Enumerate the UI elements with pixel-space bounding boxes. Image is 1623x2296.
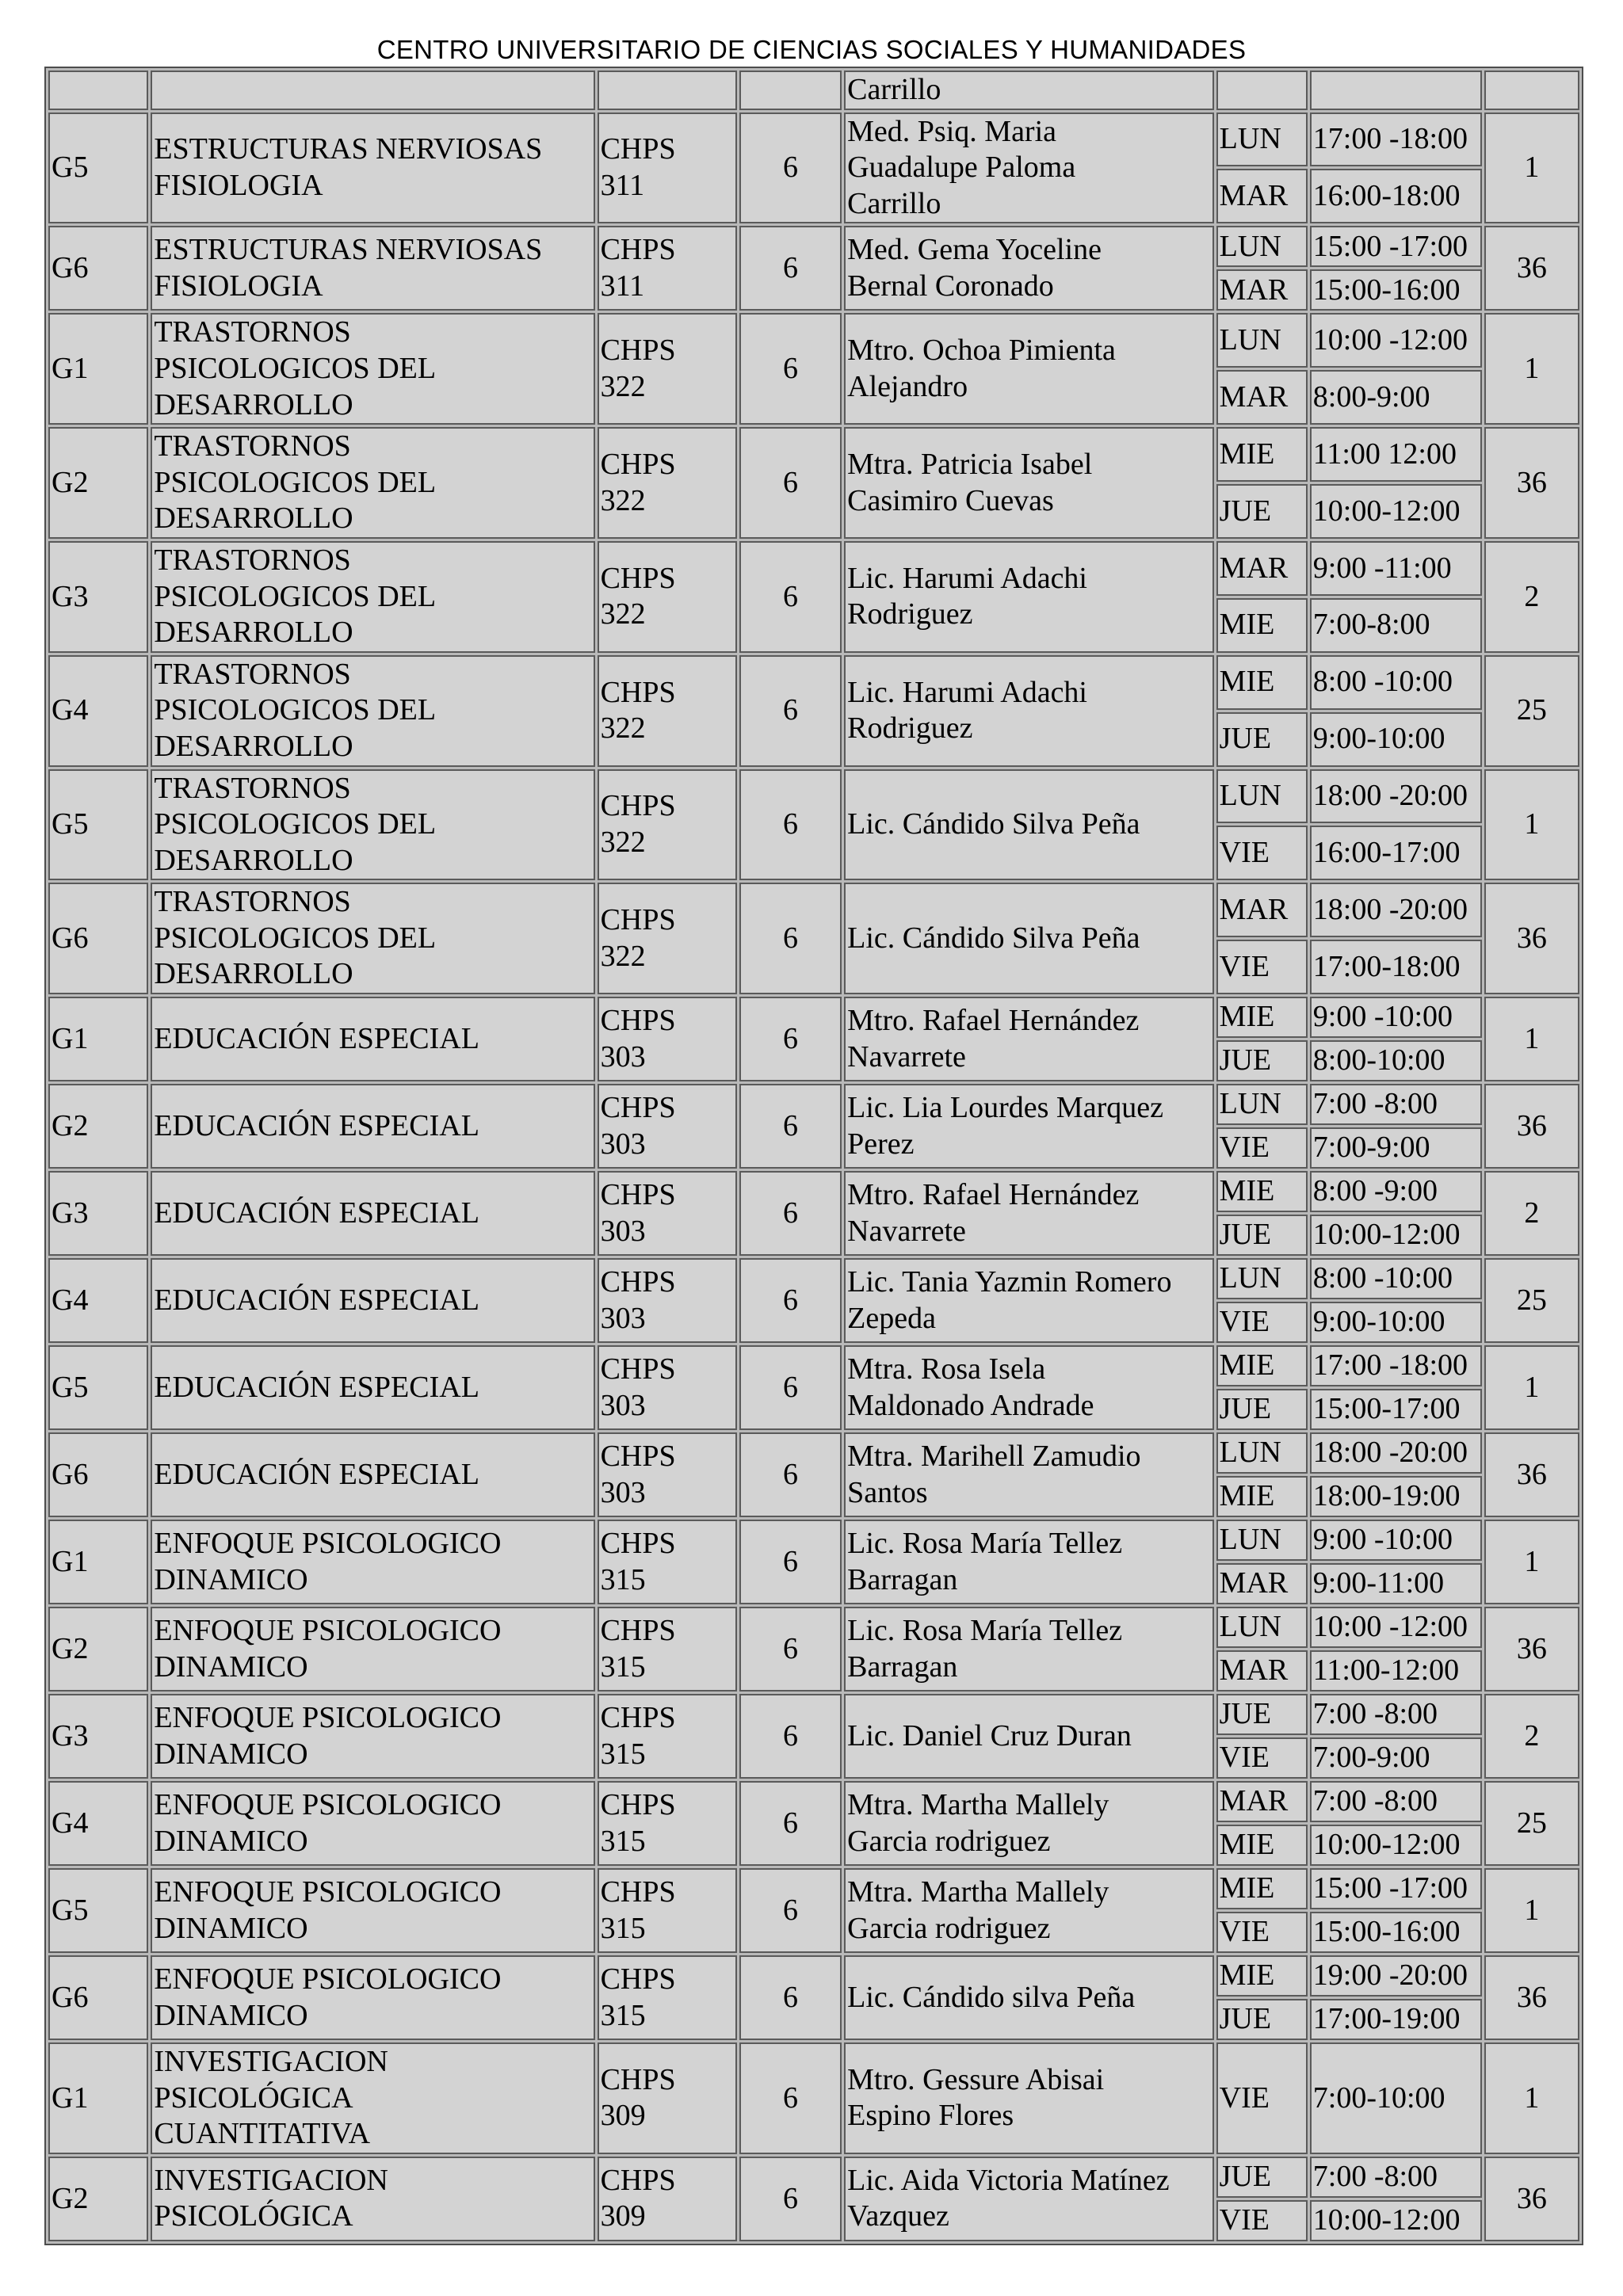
time-cell: 9:00-11:00 [1310,1563,1482,1604]
campus-cell: 36 [1484,1432,1579,1517]
time-cell: 8:00-9:00 [1310,370,1482,425]
schedule-row [48,1171,1579,1212]
credits-cell: 6 [739,997,842,1081]
day-cell: LUN [1216,113,1308,167]
campus-cell: 2 [1484,1694,1579,1779]
time-cell: 7:00 -8:00 [1310,1694,1482,1735]
time-cell: 9:00 -11:00 [1310,541,1482,596]
day-cell: LUN [1216,769,1308,824]
schedule-row [48,113,1579,167]
day-cell: MIE [1216,655,1308,710]
day-cell: MIE [1216,997,1308,1038]
professor-cell: Lic. Tania Yazmin Romero Zepeda [844,1258,1214,1343]
credits-cell: 6 [739,1084,842,1169]
professor-cell: Lic. Daniel Cruz Duran [844,1694,1214,1779]
time-cell: 17:00 -18:00 [1310,113,1482,167]
code-cell: CHPS 315 [598,1955,737,2040]
schedule-row [48,1781,1579,1822]
time-cell: 11:00 12:00 [1310,427,1482,482]
group-cell: G5 [48,1345,148,1430]
professor-cell: Mtro. Gessure Abisai Espino Flores [844,2042,1214,2154]
professor-cell: Mtra. Martha Mallely Garcia rodriguez [844,1781,1214,1866]
group-cell: G2 [48,1084,148,1169]
time-cell: 18:00 -20:00 [1310,769,1482,824]
code-cell: CHPS 303 [598,1432,737,1517]
subject-cell: INVESTIGACION PSICOLÓGICA [151,2157,594,2241]
schedule-row [48,769,1579,824]
time-cell: 15:00 -17:00 [1310,226,1482,267]
subject-cell: EDUCACIÓN ESPECIAL [151,1432,594,1517]
schedule-body [48,71,1579,2241]
schedule-row [48,1955,1579,1997]
campus-cell: 36 [1484,2157,1579,2241]
code-cell: CHPS 315 [598,1607,737,1691]
code-cell: CHPS 303 [598,1084,737,1169]
day-cell: MIE [1216,427,1308,482]
time-cell: 16:00-17:00 [1310,826,1482,880]
subject-cell: EDUCACIÓN ESPECIAL [151,1258,594,1343]
group-cell: G6 [48,226,148,311]
group-cell: G1 [48,313,148,425]
credits-cell [739,71,842,110]
professor-cell: Lic. Cándido Silva Peña [844,883,1214,994]
credits-cell: 6 [739,2157,842,2241]
day-cell: JUE [1216,712,1308,767]
subject-cell: ESTRUCTURAS NERVIOSAS FISIOLOGIA [151,226,594,311]
day-cell: MAR [1216,1563,1308,1604]
group-cell: G4 [48,1258,148,1343]
time-cell [1310,71,1482,110]
credits-cell: 6 [739,1520,842,1604]
code-cell: CHPS 311 [598,113,737,224]
day-cell [1216,71,1308,110]
schedule-row [48,1084,1579,1125]
credits-cell: 6 [739,1171,842,1256]
subject-cell: EDUCACIÓN ESPECIAL [151,1084,594,1169]
campus-cell: 2 [1484,541,1579,653]
schedule-row [48,655,1579,710]
day-cell: MAR [1216,883,1308,937]
time-cell: 7:00 -8:00 [1310,2157,1482,2198]
credits-cell: 6 [739,1258,842,1343]
time-cell: 9:00-10:00 [1310,1302,1482,1343]
campus-cell: 1 [1484,1868,1579,1953]
group-cell: G1 [48,997,148,1081]
group-cell: G6 [48,1955,148,2040]
time-cell: 9:00 -10:00 [1310,997,1482,1038]
time-cell: 10:00-12:00 [1310,1825,1482,1866]
code-cell: CHPS 309 [598,2157,737,2241]
group-cell: G2 [48,1607,148,1691]
time-cell: 17:00-19:00 [1310,1999,1482,2040]
credits-cell: 6 [739,313,842,425]
schedule-row [48,1520,1579,1561]
code-cell: CHPS 322 [598,427,737,539]
day-cell: MIE [1216,1868,1308,1909]
day-cell: VIE [1216,1912,1308,1953]
group-cell: G6 [48,883,148,994]
group-cell: G2 [48,427,148,539]
day-cell: VIE [1216,826,1308,880]
group-cell: G5 [48,769,148,881]
professor-cell: Mtra. Marihell Zamudio Santos [844,1432,1214,1517]
subject-cell [151,71,594,110]
page-header: CENTRO UNIVERSITARIO DE CIENCIAS SOCIALES Y HUMANIDADES [376,35,1247,64]
code-cell: CHPS 322 [598,541,737,653]
credits-cell: 6 [739,1607,842,1691]
day-cell: JUE [1216,2157,1308,2198]
time-cell: 7:00 -8:00 [1310,1084,1482,1125]
group-cell: G1 [48,2042,148,2154]
group-cell: G5 [48,1868,148,1953]
code-cell: CHPS 303 [598,1258,737,1343]
day-cell: MIE [1216,1476,1308,1517]
time-cell: 7:00-9:00 [1310,1737,1482,1779]
schedule-row [48,1258,1579,1299]
time-cell: 10:00 -12:00 [1310,1607,1482,1648]
schedule-row [48,1607,1579,1648]
schedule-row [48,1345,1579,1386]
time-cell: 10:00-12:00 [1310,2200,1482,2241]
schedule-row [48,427,1579,482]
subject-cell: EDUCACIÓN ESPECIAL [151,1171,594,1256]
subject-cell: EDUCACIÓN ESPECIAL [151,997,594,1081]
group-cell: G4 [48,655,148,767]
time-cell: 7:00-10:00 [1310,2042,1482,2154]
code-cell: CHPS 303 [598,997,737,1081]
day-cell: VIE [1216,940,1308,994]
day-cell: MIE [1216,1955,1308,1997]
campus-cell: 25 [1484,1258,1579,1343]
professor-cell: Mtra. Martha Mallely Garcia rodriguez [844,1868,1214,1953]
professor-cell: Mtro. Rafael Hernández Navarrete [844,997,1214,1081]
subject-cell: ENFOQUE PSICOLOGICO DINAMICO [151,1955,594,2040]
credits-cell: 6 [739,427,842,539]
campus-cell: 2 [1484,1171,1579,1256]
professor-cell: Lic. Rosa María Tellez Barragan [844,1607,1214,1691]
day-cell: MIE [1216,1345,1308,1386]
credits-cell: 6 [739,113,842,224]
credits-cell: 6 [739,1868,842,1953]
campus-cell: 1 [1484,113,1579,224]
group-cell: G3 [48,1694,148,1779]
schedule-row [48,1432,1579,1474]
subject-cell: TRASTORNOS PSICOLOGICOS DEL DESARROLLO [151,769,594,881]
professor-cell: Med. Psiq. Maria Guadalupe Paloma Carrillo [844,113,1214,224]
day-cell: VIE [1216,1127,1308,1169]
schedule-row [48,226,1579,267]
credits-cell: 6 [739,769,842,881]
time-cell: 9:00 -10:00 [1310,1520,1482,1561]
code-cell: CHPS 315 [598,1520,737,1604]
time-cell: 10:00-12:00 [1310,1215,1482,1256]
schedule-row [48,313,1579,368]
campus-cell: 36 [1484,226,1579,311]
day-cell: JUE [1216,1999,1308,2040]
day-cell: MAR [1216,1781,1308,1822]
time-cell: 16:00-18:00 [1310,169,1482,223]
code-cell: CHPS 315 [598,1694,737,1779]
subject-cell: ENFOQUE PSICOLOGICO DINAMICO [151,1520,594,1604]
credits-cell: 6 [739,1781,842,1866]
time-cell: 8:00 -10:00 [1310,655,1482,710]
day-cell: VIE [1216,1302,1308,1343]
credits-cell: 6 [739,1432,842,1517]
professor-cell: Mtra. Patricia Isabel Casimiro Cuevas [844,427,1214,539]
professor-cell: Lic. Rosa María Tellez Barragan [844,1520,1214,1604]
campus-cell: 1 [1484,769,1579,881]
schedule-row [48,883,1579,937]
code-cell: CHPS 322 [598,313,737,425]
time-cell: 15:00-16:00 [1310,1912,1482,1953]
subject-cell: EDUCACIÓN ESPECIAL [151,1345,594,1430]
group-cell: G3 [48,541,148,653]
campus-cell: 36 [1484,1607,1579,1691]
credits-cell: 6 [739,226,842,311]
schedule-row [48,541,1579,596]
group-cell: G1 [48,1520,148,1604]
professor-cell: Med. Gema Yoceline Bernal Coronado [844,226,1214,311]
time-cell: 15:00-16:00 [1310,269,1482,311]
subject-cell: ENFOQUE PSICOLOGICO DINAMICO [151,1694,594,1779]
time-cell: 7:00 -8:00 [1310,1781,1482,1822]
time-cell: 7:00-8:00 [1310,598,1482,653]
credits-cell: 6 [739,1694,842,1779]
professor-cell: Lic. Aida Victoria Matínez Vazquez [844,2157,1214,2241]
credits-cell: 6 [739,1345,842,1430]
day-cell: LUN [1216,1607,1308,1648]
group-cell: G3 [48,1171,148,1256]
campus-cell: 25 [1484,1781,1579,1866]
time-cell: 18:00-19:00 [1310,1476,1482,1517]
time-cell: 8:00 -9:00 [1310,1171,1482,1212]
time-cell: 15:00-17:00 [1310,1389,1482,1430]
code-cell: CHPS 303 [598,1171,737,1256]
group-cell: G5 [48,113,148,224]
credits-cell: 6 [739,2042,842,2154]
day-cell: JUE [1216,484,1308,539]
credits-cell: 6 [739,541,842,653]
campus-cell: 1 [1484,2042,1579,2154]
time-cell: 17:00 -18:00 [1310,1345,1482,1386]
subject-cell: TRASTORNOS PSICOLOGICOS DEL DESARROLLO [151,541,594,653]
campus-cell: 1 [1484,313,1579,425]
campus-cell: 36 [1484,427,1579,539]
subject-cell: ENFOQUE PSICOLOGICO DINAMICO [151,1607,594,1691]
day-cell: VIE [1216,1737,1308,1779]
code-cell: CHPS 311 [598,226,737,311]
day-cell: JUE [1216,1694,1308,1735]
credits-cell: 6 [739,883,842,994]
subject-cell: ENFOQUE PSICOLOGICO DINAMICO [151,1868,594,1953]
day-cell: LUN [1216,1520,1308,1561]
time-cell: 7:00-9:00 [1310,1127,1482,1169]
time-cell: 8:00-10:00 [1310,1040,1482,1081]
professor-cell: Mtro. Rafael Hernández Navarrete [844,1171,1214,1256]
code-cell: CHPS 315 [598,1868,737,1953]
professor-cell: Lic. Harumi Adachi Rodriguez [844,541,1214,653]
subject-cell: TRASTORNOS PSICOLOGICOS DEL DESARROLLO [151,427,594,539]
schedule-row [48,1694,1579,1735]
code-cell: CHPS 303 [598,1345,737,1430]
group-cell [48,71,148,110]
time-cell: 19:00 -20:00 [1310,1955,1482,1997]
day-cell: VIE [1216,2200,1308,2241]
schedule-row [48,1868,1579,1909]
day-cell: MAR [1216,1650,1308,1691]
campus-cell: 1 [1484,997,1579,1081]
professor-cell: Lic. Cándido Silva Peña [844,769,1214,881]
subject-cell: INVESTIGACION PSICOLÓGICA CUANTITATIVA [151,2042,594,2154]
schedule-table-wrapper [44,67,1583,2245]
day-cell: MIE [1216,598,1308,653]
professor-cell: Mtra. Rosa Isela Maldonado Andrade [844,1345,1214,1430]
day-cell: JUE [1216,1215,1308,1256]
day-cell: MAR [1216,269,1308,311]
day-cell: LUN [1216,313,1308,368]
day-cell: JUE [1216,1040,1308,1081]
group-cell: G6 [48,1432,148,1517]
campus-cell: 1 [1484,1345,1579,1430]
schedule-table [44,67,1583,2245]
code-cell: CHPS 315 [598,1781,737,1866]
credits-cell: 6 [739,655,842,767]
day-cell: MIE [1216,1171,1308,1212]
group-cell: G2 [48,2157,148,2241]
code-cell: CHPS 322 [598,769,737,881]
day-cell: LUN [1216,1084,1308,1125]
code-cell: CHPS 322 [598,883,737,994]
professor-cell: Carrillo [844,71,1214,110]
campus-cell [1484,71,1579,110]
time-cell: 11:00-12:00 [1310,1650,1482,1691]
day-cell: LUN [1216,226,1308,267]
schedule-row [48,2157,1579,2198]
subject-cell: ESTRUCTURAS NERVIOSAS FISIOLOGIA [151,113,594,224]
schedule-row [48,2042,1579,2154]
time-cell: 18:00 -20:00 [1310,1432,1482,1474]
subject-cell: TRASTORNOS PSICOLOGICOS DEL DESARROLLO [151,883,594,994]
campus-cell: 25 [1484,655,1579,767]
professor-cell: Mtro. Ochoa Pimienta Alejandro [844,313,1214,425]
subject-cell: TRASTORNOS PSICOLOGICOS DEL DESARROLLO [151,655,594,767]
campus-cell: 1 [1484,1520,1579,1604]
day-cell: MAR [1216,370,1308,425]
day-cell: LUN [1216,1432,1308,1474]
code-cell: CHPS 309 [598,2042,737,2154]
professor-cell: Lic. Harumi Adachi Rodriguez [844,655,1214,767]
day-cell: LUN [1216,1258,1308,1299]
professor-cell: Lic. Lia Lourdes Marquez Perez [844,1084,1214,1169]
professor-cell: Lic. Cándido silva Peña [844,1955,1214,2040]
continuation-row [48,71,1579,110]
time-cell: 18:00 -20:00 [1310,883,1482,937]
credits-cell: 6 [739,1955,842,2040]
time-cell: 9:00-10:00 [1310,712,1482,767]
subject-cell: ENFOQUE PSICOLOGICO DINAMICO [151,1781,594,1866]
time-cell: 8:00 -10:00 [1310,1258,1482,1299]
time-cell: 17:00-18:00 [1310,940,1482,994]
group-cell: G4 [48,1781,148,1866]
campus-cell: 36 [1484,1084,1579,1169]
time-cell: 15:00 -17:00 [1310,1868,1482,1909]
campus-cell: 36 [1484,883,1579,994]
time-cell: 10:00-12:00 [1310,484,1482,539]
code-cell: CHPS 322 [598,655,737,767]
subject-cell: TRASTORNOS PSICOLOGICOS DEL DESARROLLO [151,313,594,425]
day-cell: JUE [1216,1389,1308,1430]
day-cell: MAR [1216,541,1308,596]
campus-cell: 36 [1484,1955,1579,2040]
time-cell: 10:00 -12:00 [1310,313,1482,368]
day-cell: MAR [1216,169,1308,223]
schedule-row [48,997,1579,1038]
code-cell [598,71,737,110]
day-cell: MIE [1216,1825,1308,1866]
day-cell: VIE [1216,2042,1308,2154]
